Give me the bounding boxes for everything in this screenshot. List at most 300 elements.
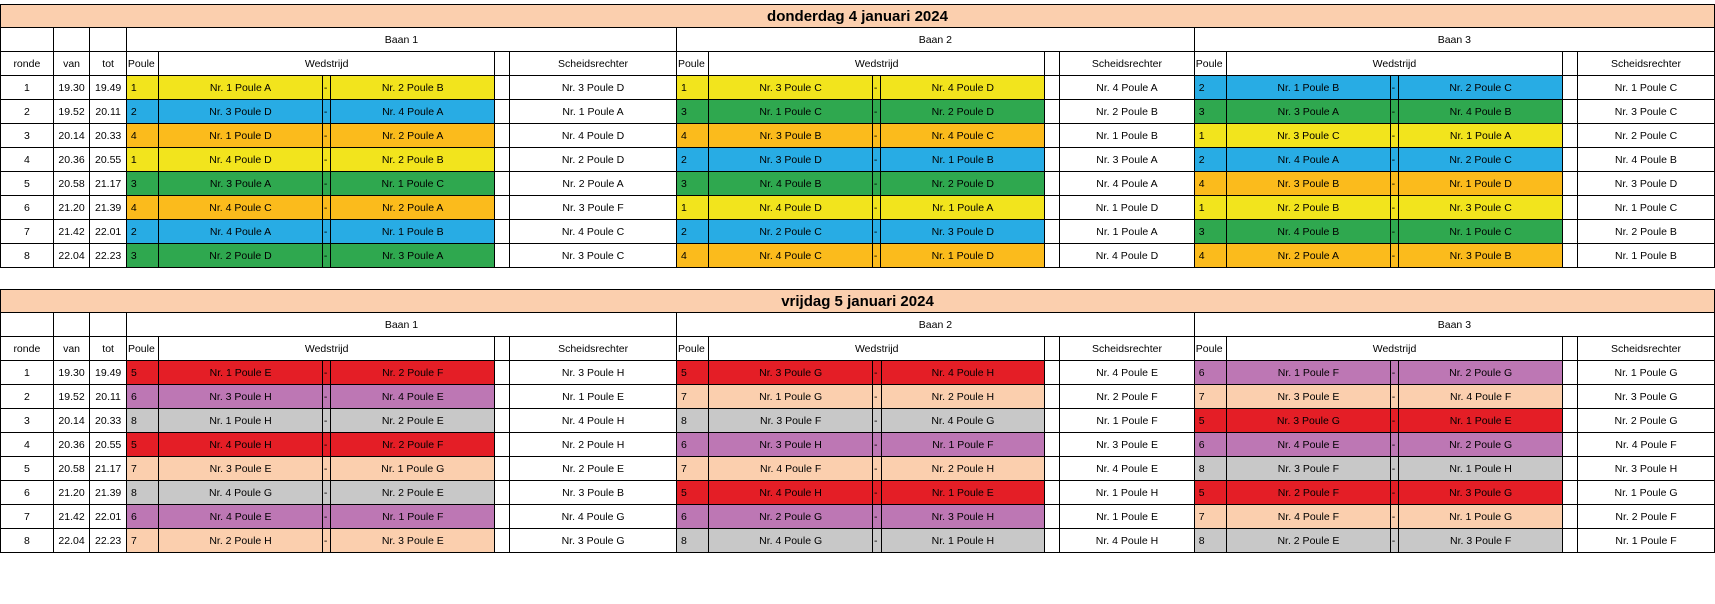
home-team-cell: Nr. 3 Poule E [159,457,323,481]
gap-cell [495,100,510,124]
away-team-cell: Nr. 1 Poule B [331,220,495,244]
court-header-2: Baan 2 [677,313,1195,337]
poule-cell: 5 [677,481,709,505]
away-team-cell: Nr. 2 Poule H [881,457,1045,481]
poule-cell: 1 [126,76,158,100]
away-team-cell: Nr. 4 Poule D [881,76,1045,100]
home-team-cell: Nr. 1 Poule E [159,361,323,385]
referee-cell: Nr. 4 Poule B [1577,148,1714,172]
home-team-cell: Nr. 2 Poule F [1227,481,1391,505]
away-team-cell: Nr. 2 Poule A [331,196,495,220]
dash-cell: - [1390,409,1399,433]
court-header-1: Baan 1 [126,28,676,52]
dash-cell: - [322,124,331,148]
home-team-cell: Nr. 2 Poule E [1227,529,1391,553]
ronde-cell: 6 [1,481,54,505]
referee-cell: Nr. 1 Poule A [1060,220,1195,244]
away-team-cell: Nr. 2 Poule H [881,385,1045,409]
col-header-wedstrijd: Wedstrijd [709,52,1045,76]
referee-cell: Nr. 4 Poule A [1060,172,1195,196]
poule-cell: 4 [676,124,708,148]
dash-cell: - [1390,457,1399,481]
tot-cell: 20.55 [90,433,127,457]
home-team-cell: Nr. 3 Poule B [709,124,873,148]
away-team-cell: Nr. 4 Poule A [331,100,495,124]
van-cell: 21.42 [53,505,90,529]
poule-cell: 7 [677,457,709,481]
dash-cell: - [1390,100,1399,124]
dash-cell: - [322,457,331,481]
table-row [1,148,1715,172]
van-cell: 22.04 [53,529,90,553]
referee-cell: Nr. 1 Poule H [1060,481,1195,505]
col-header-poule: Poule [126,337,158,361]
gap-cell [1562,457,1577,481]
dash-cell: - [322,172,331,196]
poule-cell: 6 [677,505,709,529]
home-team-cell: Nr. 4 Poule B [1227,220,1391,244]
col-header-poule: Poule [126,52,158,76]
referee-cell: Nr. 2 Poule C [1577,124,1714,148]
home-team-cell: Nr. 3 Poule F [1227,457,1391,481]
dash-cell: - [1390,361,1399,385]
poule-cell: 5 [126,433,158,457]
col-header-ronde: ronde [1,52,54,76]
van-cell: 22.04 [53,244,90,268]
gap-cell [1562,337,1577,361]
dash-cell: - [1390,172,1399,196]
dash-cell: - [872,196,881,220]
dash-cell: - [322,148,331,172]
dash-cell: - [872,100,881,124]
away-team-cell: Nr. 2 Poule A [331,124,495,148]
referee-cell: Nr. 2 Poule H [510,433,677,457]
home-team-cell: Nr. 3 Poule C [709,76,873,100]
referee-cell: Nr. 3 Poule H [1578,457,1715,481]
table-row [1,481,1715,505]
ronde-cell: 5 [1,457,54,481]
dash-cell: - [872,244,881,268]
away-team-cell: Nr. 2 Poule E [331,409,495,433]
gap-cell [1045,337,1060,361]
home-team-cell: Nr. 3 Poule D [709,148,873,172]
gap-cell [1045,148,1060,172]
ronde-cell: 4 [1,433,54,457]
van-cell: 21.20 [53,481,90,505]
empty-cell [90,28,127,52]
dash-cell: - [1390,481,1399,505]
gap-cell [1562,361,1577,385]
gap-cell [495,148,510,172]
gap-cell [1562,172,1577,196]
gap-cell [1562,244,1577,268]
dash-cell: - [322,529,331,553]
table-row [1,100,1715,124]
poule-cell: 7 [126,529,158,553]
table-row [1,385,1715,409]
away-team-cell: Nr. 4 Poule E [331,385,495,409]
poule-cell: 3 [1194,220,1226,244]
away-team-cell: Nr. 4 Poule C [881,124,1045,148]
gap-cell [1562,124,1577,148]
col-header-poule: Poule [677,337,709,361]
home-team-cell: Nr. 2 Poule D [159,244,323,268]
away-team-cell: Nr. 1 Poule E [1399,409,1563,433]
home-team-cell: Nr. 3 Poule E [1227,385,1391,409]
poule-cell: 7 [1194,505,1226,529]
away-team-cell: Nr. 2 Poule E [331,481,495,505]
home-team-cell: Nr. 1 Poule F [1227,361,1391,385]
gap-cell [1045,529,1060,553]
referee-cell: Nr. 2 Poule B [1060,100,1195,124]
col-header-scheidsrechter: Scheidsrechter [1578,337,1715,361]
dash-cell: - [872,385,881,409]
home-team-cell: Nr. 3 Poule G [1227,409,1391,433]
col-header-poule: Poule [676,52,708,76]
col-header-poule: Poule [1194,52,1226,76]
poule-cell: 5 [126,361,158,385]
gap-cell [495,361,510,385]
van-cell: 19.30 [53,76,90,100]
away-team-cell: Nr. 3 Poule C [1399,196,1563,220]
dash-cell: - [322,385,331,409]
home-team-cell: Nr. 4 Poule D [159,148,323,172]
away-team-cell: Nr. 3 Poule D [881,220,1045,244]
dash-cell: - [872,433,881,457]
table-row [1,361,1715,385]
ronde-cell: 1 [1,76,54,100]
home-team-cell: Nr. 3 Poule H [159,385,323,409]
van-cell: 20.58 [53,457,90,481]
tot-cell: 22.23 [90,244,127,268]
away-team-cell: Nr. 1 Poule G [1399,505,1563,529]
tot-cell: 21.17 [90,457,127,481]
referee-cell: Nr. 2 Poule G [1578,409,1715,433]
poule-cell: 3 [126,172,158,196]
van-cell: 21.42 [53,220,90,244]
tot-cell: 20.33 [90,409,127,433]
dash-cell: - [322,361,331,385]
referee-cell: Nr. 3 Poule H [510,361,677,385]
poule-cell: 8 [1194,529,1226,553]
dash-cell: - [322,100,331,124]
referee-cell: Nr. 3 Poule E [1060,433,1195,457]
gap-cell [495,337,510,361]
col-header-wedstrijd: Wedstrijd [1227,52,1563,76]
gap-cell [1045,100,1060,124]
col-header-van: van [53,52,90,76]
tot-cell: 19.49 [90,76,127,100]
poule-cell: 5 [1194,481,1226,505]
col-header-scheidsrechter: Scheidsrechter [510,337,677,361]
van-cell: 20.36 [53,148,90,172]
gap-cell [495,409,510,433]
referee-cell: Nr. 4 Poule D [510,124,677,148]
poule-cell: 8 [126,409,158,433]
gap-cell [1562,76,1577,100]
dash-cell: - [322,244,331,268]
gap-cell [495,220,510,244]
gap-cell [495,457,510,481]
poule-cell: 4 [1194,244,1226,268]
poule-cell: 2 [676,220,708,244]
home-team-cell: Nr. 1 Poule G [709,385,873,409]
poule-cell: 4 [1194,172,1226,196]
court-header-3: Baan 3 [1194,313,1714,337]
dash-cell: - [1390,385,1399,409]
referee-cell: Nr. 1 Poule E [1060,505,1195,529]
away-team-cell: Nr. 2 Poule G [1399,361,1563,385]
poule-cell: 8 [677,409,709,433]
referee-cell: Nr. 2 Poule F [1578,505,1715,529]
referee-cell: Nr. 1 Poule B [1577,244,1714,268]
gap-cell [495,529,510,553]
empty-cell [1,28,54,52]
referee-cell: Nr. 1 Poule B [1060,124,1195,148]
tot-cell: 20.11 [90,100,127,124]
ronde-cell: 8 [1,244,54,268]
empty-cell [90,313,127,337]
referee-cell: Nr. 4 Poule D [1060,244,1195,268]
dash-cell: - [322,196,331,220]
away-team-cell: Nr. 1 Poule D [881,244,1045,268]
gap-cell [1045,457,1060,481]
table-row [1,124,1715,148]
tot-cell: 21.17 [90,172,127,196]
away-team-cell: Nr. 1 Poule H [881,529,1045,553]
dash-cell: - [1390,505,1399,529]
referee-cell: Nr. 2 Poule B [1577,220,1714,244]
referee-cell: Nr. 1 Poule E [510,385,677,409]
poule-cell: 1 [126,148,158,172]
poule-cell: 8 [1194,457,1226,481]
tot-cell: 21.39 [90,196,127,220]
dash-cell: - [322,220,331,244]
gap-cell [1045,361,1060,385]
home-team-cell: Nr. 2 Poule C [709,220,873,244]
dash-cell: - [1390,196,1399,220]
referee-cell: Nr. 1 Poule D [1060,196,1195,220]
gap-cell [495,52,510,76]
table-row [1,76,1715,100]
gap-cell [1562,100,1577,124]
gap-cell [495,481,510,505]
away-team-cell: Nr. 2 Poule F [331,433,495,457]
away-team-cell: Nr. 3 Poule F [1399,529,1563,553]
referee-cell: Nr. 4 Poule H [1060,529,1195,553]
dash-cell: - [322,481,331,505]
col-header-wedstrijd: Wedstrijd [159,52,495,76]
ronde-cell: 1 [1,361,54,385]
dash-cell: - [1390,148,1399,172]
away-team-cell: Nr. 1 Poule A [1399,124,1563,148]
dash-cell: - [872,172,881,196]
home-team-cell: Nr. 3 Poule H [709,433,873,457]
referee-cell: Nr. 3 Poule C [510,244,677,268]
away-team-cell: Nr. 1 Poule C [331,172,495,196]
away-team-cell: Nr. 1 Poule H [1399,457,1563,481]
ronde-cell: 3 [1,409,54,433]
referee-cell: Nr. 1 Poule A [510,100,677,124]
home-team-cell: Nr. 4 Poule C [159,196,323,220]
home-team-cell: Nr. 4 Poule F [1227,505,1391,529]
ronde-cell: 2 [1,385,54,409]
ronde-cell: 8 [1,529,54,553]
table-row [1,529,1715,553]
gap-cell [495,505,510,529]
poule-cell: 2 [676,148,708,172]
referee-cell: Nr. 1 Poule F [1578,529,1715,553]
poule-cell: 4 [676,244,708,268]
table-row [1,505,1715,529]
home-team-cell: Nr. 4 Poule C [709,244,873,268]
poule-cell: 6 [126,385,158,409]
gap-cell [1562,481,1577,505]
home-team-cell: Nr. 2 Poule G [709,505,873,529]
home-team-cell: Nr. 3 Poule A [159,172,323,196]
referee-cell: Nr. 3 Poule G [510,529,677,553]
col-header-wedstrijd: Wedstrijd [709,337,1045,361]
home-team-cell: Nr. 4 Poule F [709,457,873,481]
dash-cell: - [872,457,881,481]
dash-cell: - [872,124,881,148]
home-team-cell: Nr. 1 Poule A [159,76,323,100]
ronde-cell: 2 [1,100,54,124]
home-team-cell: Nr. 4 Poule G [159,481,323,505]
referee-cell: Nr. 3 Poule G [1578,385,1715,409]
day-title: donderdag 4 januari 2024 [1,5,1715,28]
referee-cell: Nr. 4 Poule E [1060,361,1195,385]
dash-cell: - [872,529,881,553]
dash-cell: - [872,148,881,172]
referee-cell: Nr. 4 Poule A [1060,76,1195,100]
away-team-cell: Nr. 4 Poule B [1399,100,1563,124]
tot-cell: 20.11 [90,385,127,409]
gap-cell [1562,148,1577,172]
poule-cell: 7 [126,457,158,481]
table-row [1,196,1715,220]
ronde-cell: 4 [1,148,54,172]
ronde-cell: 5 [1,172,54,196]
table-row [1,409,1715,433]
col-header-scheidsrechter: Scheidsrechter [1577,52,1714,76]
home-team-cell: Nr. 4 Poule G [709,529,873,553]
dash-cell: - [1390,124,1399,148]
away-team-cell: Nr. 2 Poule F [331,361,495,385]
poule-cell: 5 [677,361,709,385]
away-team-cell: Nr. 1 Poule F [881,433,1045,457]
away-team-cell: Nr. 2 Poule G [1399,433,1563,457]
van-cell: 19.30 [53,361,90,385]
van-cell: 20.14 [53,124,90,148]
ronde-cell: 7 [1,505,54,529]
referee-cell: Nr. 4 Poule C [510,220,677,244]
schedule-table-day-1 [0,4,1715,268]
poule-cell: 2 [1194,76,1226,100]
dash-cell: - [322,76,331,100]
gap-cell [1045,172,1060,196]
dash-cell: - [1390,244,1399,268]
gap-cell [1045,244,1060,268]
dash-cell: - [872,481,881,505]
ronde-cell: 7 [1,220,54,244]
gap-cell [495,76,510,100]
home-team-cell: Nr. 2 Poule B [1227,196,1391,220]
ronde-cell: 6 [1,196,54,220]
away-team-cell: Nr. 2 Poule B [331,148,495,172]
poule-cell: 3 [676,100,708,124]
home-team-cell: Nr. 3 Poule G [709,361,873,385]
poule-cell: 5 [1194,409,1226,433]
referee-cell: Nr. 3 Poule D [1577,172,1714,196]
home-team-cell: Nr. 4 Poule E [159,505,323,529]
tot-cell: 22.23 [90,529,127,553]
home-team-cell: Nr. 4 Poule A [159,220,323,244]
poule-cell: 2 [126,220,158,244]
ronde-cell: 3 [1,124,54,148]
col-header-scheidsrechter: Scheidsrechter [1060,337,1195,361]
home-team-cell: Nr. 3 Poule C [1227,124,1391,148]
empty-cell [53,313,90,337]
van-cell: 19.52 [53,385,90,409]
referee-cell: Nr. 2 Poule A [510,172,677,196]
poule-cell: 7 [677,385,709,409]
day-title: vrijdag 5 januari 2024 [1,290,1715,313]
van-cell: 19.52 [53,100,90,124]
referee-cell: Nr. 4 Poule F [1578,433,1715,457]
home-team-cell: Nr. 4 Poule H [709,481,873,505]
referee-cell: Nr. 2 Poule D [510,148,677,172]
poule-cell: 1 [676,196,708,220]
dash-cell: - [872,76,881,100]
home-team-cell: Nr. 4 Poule D [709,196,873,220]
gap-cell [1045,52,1060,76]
away-team-cell: Nr. 2 Poule B [331,76,495,100]
gap-cell [1562,529,1577,553]
gap-cell [495,433,510,457]
poule-cell: 7 [1194,385,1226,409]
poule-cell: 6 [126,505,158,529]
home-team-cell: Nr. 1 Poule C [709,100,873,124]
referee-cell: Nr. 2 Poule E [510,457,677,481]
home-team-cell: Nr. 4 Poule H [159,433,323,457]
poule-cell: 2 [1194,148,1226,172]
van-cell: 21.20 [53,196,90,220]
dash-cell: - [1390,433,1399,457]
col-header-poule: Poule [1194,337,1226,361]
col-header-ronde: ronde [1,337,54,361]
poule-cell: 3 [1194,100,1226,124]
poule-cell: 1 [1194,196,1226,220]
away-team-cell: Nr. 1 Poule C [1399,220,1563,244]
away-team-cell: Nr. 2 Poule D [881,100,1045,124]
away-team-cell: Nr. 3 Poule B [1399,244,1563,268]
away-team-cell: Nr. 2 Poule C [1399,148,1563,172]
dash-cell: - [1390,529,1399,553]
away-team-cell: Nr. 3 Poule G [1399,481,1563,505]
poule-cell: 2 [126,100,158,124]
gap-cell [1045,385,1060,409]
dash-cell: - [1390,76,1399,100]
home-team-cell: Nr. 1 Poule H [159,409,323,433]
home-team-cell: Nr. 3 Poule B [1227,172,1391,196]
referee-cell: Nr. 3 Poule F [510,196,677,220]
gap-cell [1045,481,1060,505]
away-team-cell: Nr. 4 Poule H [881,361,1045,385]
referee-cell: Nr. 4 Poule G [510,505,677,529]
poule-cell: 6 [1194,433,1226,457]
schedule-table-day-2 [0,289,1715,553]
